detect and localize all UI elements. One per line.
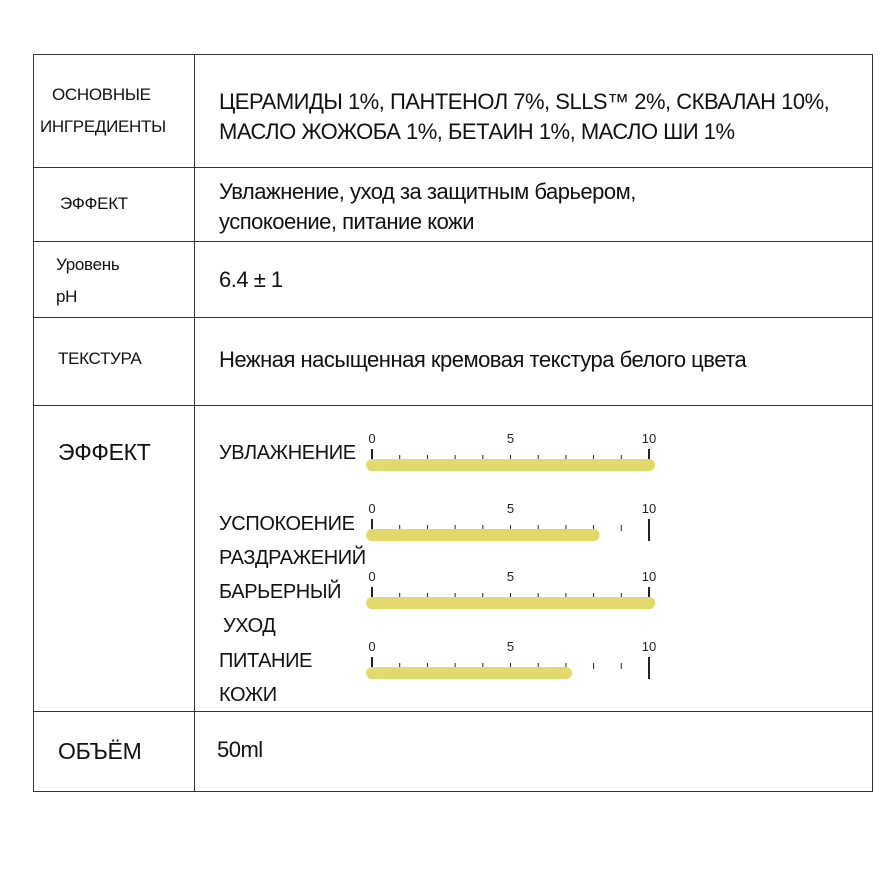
effect-item-name — [219, 436, 356, 470]
ph-label-line1: Уровень — [56, 255, 120, 274]
effect-item-name-line2: УХОД — [223, 615, 276, 637]
effect-scale — [364, 567, 657, 617]
row-divider — [34, 167, 872, 168]
scale-min-label: 0 — [368, 501, 376, 516]
texture-label: ТЕКСТУРА — [58, 349, 142, 368]
effect-scale-graphic — [364, 499, 657, 549]
scale-mid-label: 5 — [506, 501, 515, 516]
row-divider — [34, 241, 872, 242]
volume-label: ОБЪЁМ — [58, 738, 142, 764]
volume-value: 50ml — [217, 737, 263, 762]
scale-min-label: 0 — [368, 431, 376, 446]
ingredients-label — [40, 79, 166, 143]
effect-item-name-line1: УСПОКОЕНИЕ — [219, 513, 355, 535]
ingredients-value-line2: МАСЛО ЖОЖОБА 1%, БЕТАИН 1%, МАСЛО ШИ 1% — [219, 119, 735, 144]
column-divider — [194, 55, 195, 791]
effect-item-name — [219, 644, 312, 712]
effect-scale-graphic — [364, 637, 657, 687]
ingredients-value-line1: ЦЕРАМИДЫ 1%, ПАНТЕНОЛ 7%, SLLS™ 2%, СКВАЛАН 10%, — [219, 89, 830, 114]
effect-item-name-line2: КОЖИ — [219, 684, 277, 706]
effect-scale-graphic — [364, 429, 657, 479]
effect-value-line1: Увлажнение, уход за защитным барьером, — [219, 179, 636, 204]
row-divider — [34, 405, 872, 406]
effect-item-name — [219, 575, 341, 643]
scale-max-label: 10 — [641, 431, 657, 446]
effect-item-name-line1: БАРЬЕРНЫЙ — [219, 581, 342, 603]
row-divider — [34, 711, 872, 712]
effect-item-name-line1: ПИТАНИЕ — [219, 650, 313, 672]
scale-min-label: 0 — [368, 639, 376, 654]
effect-value-line2: успокоение, питание кожи — [219, 209, 475, 234]
effect-label: ЭФФЕКТ — [60, 194, 128, 213]
effect-scale — [364, 499, 657, 549]
effect-item-name — [219, 507, 366, 575]
scale-min-label: 0 — [368, 569, 376, 584]
texture-value: Нежная насыщенная кремовая текстура белого цвета — [219, 347, 747, 372]
scale-max-label: 10 — [641, 639, 657, 654]
effect-scale — [364, 637, 657, 687]
ingredients-value — [219, 87, 829, 147]
scale-max-label: 10 — [641, 569, 657, 584]
product-info-table — [33, 54, 873, 792]
effect-scale — [364, 429, 657, 479]
ingredients-label-line1: ОСНОВНЫЕ — [52, 85, 151, 104]
effect-scale-label: ЭФФЕКТ — [58, 439, 151, 465]
effect-item-name-line1: УВЛАЖНЕНИЕ — [219, 442, 356, 464]
scale-mid-label: 5 — [506, 569, 515, 584]
scale-max-label: 10 — [641, 501, 657, 516]
ph-label-line2: pH — [56, 287, 78, 306]
effect-scale-graphic — [364, 567, 657, 617]
effect-value — [219, 177, 636, 237]
scale-mid-label: 5 — [506, 639, 515, 654]
ingredients-label-line2: ИНГРЕДИЕНТЫ — [40, 117, 166, 136]
row-divider — [34, 317, 872, 318]
scale-mid-label: 5 — [506, 431, 515, 446]
ph-value: 6.4 ± 1 — [219, 267, 283, 292]
ph-label — [56, 249, 119, 313]
effect-item-name-line2: РАЗДРАЖЕНИЙ — [219, 547, 366, 569]
